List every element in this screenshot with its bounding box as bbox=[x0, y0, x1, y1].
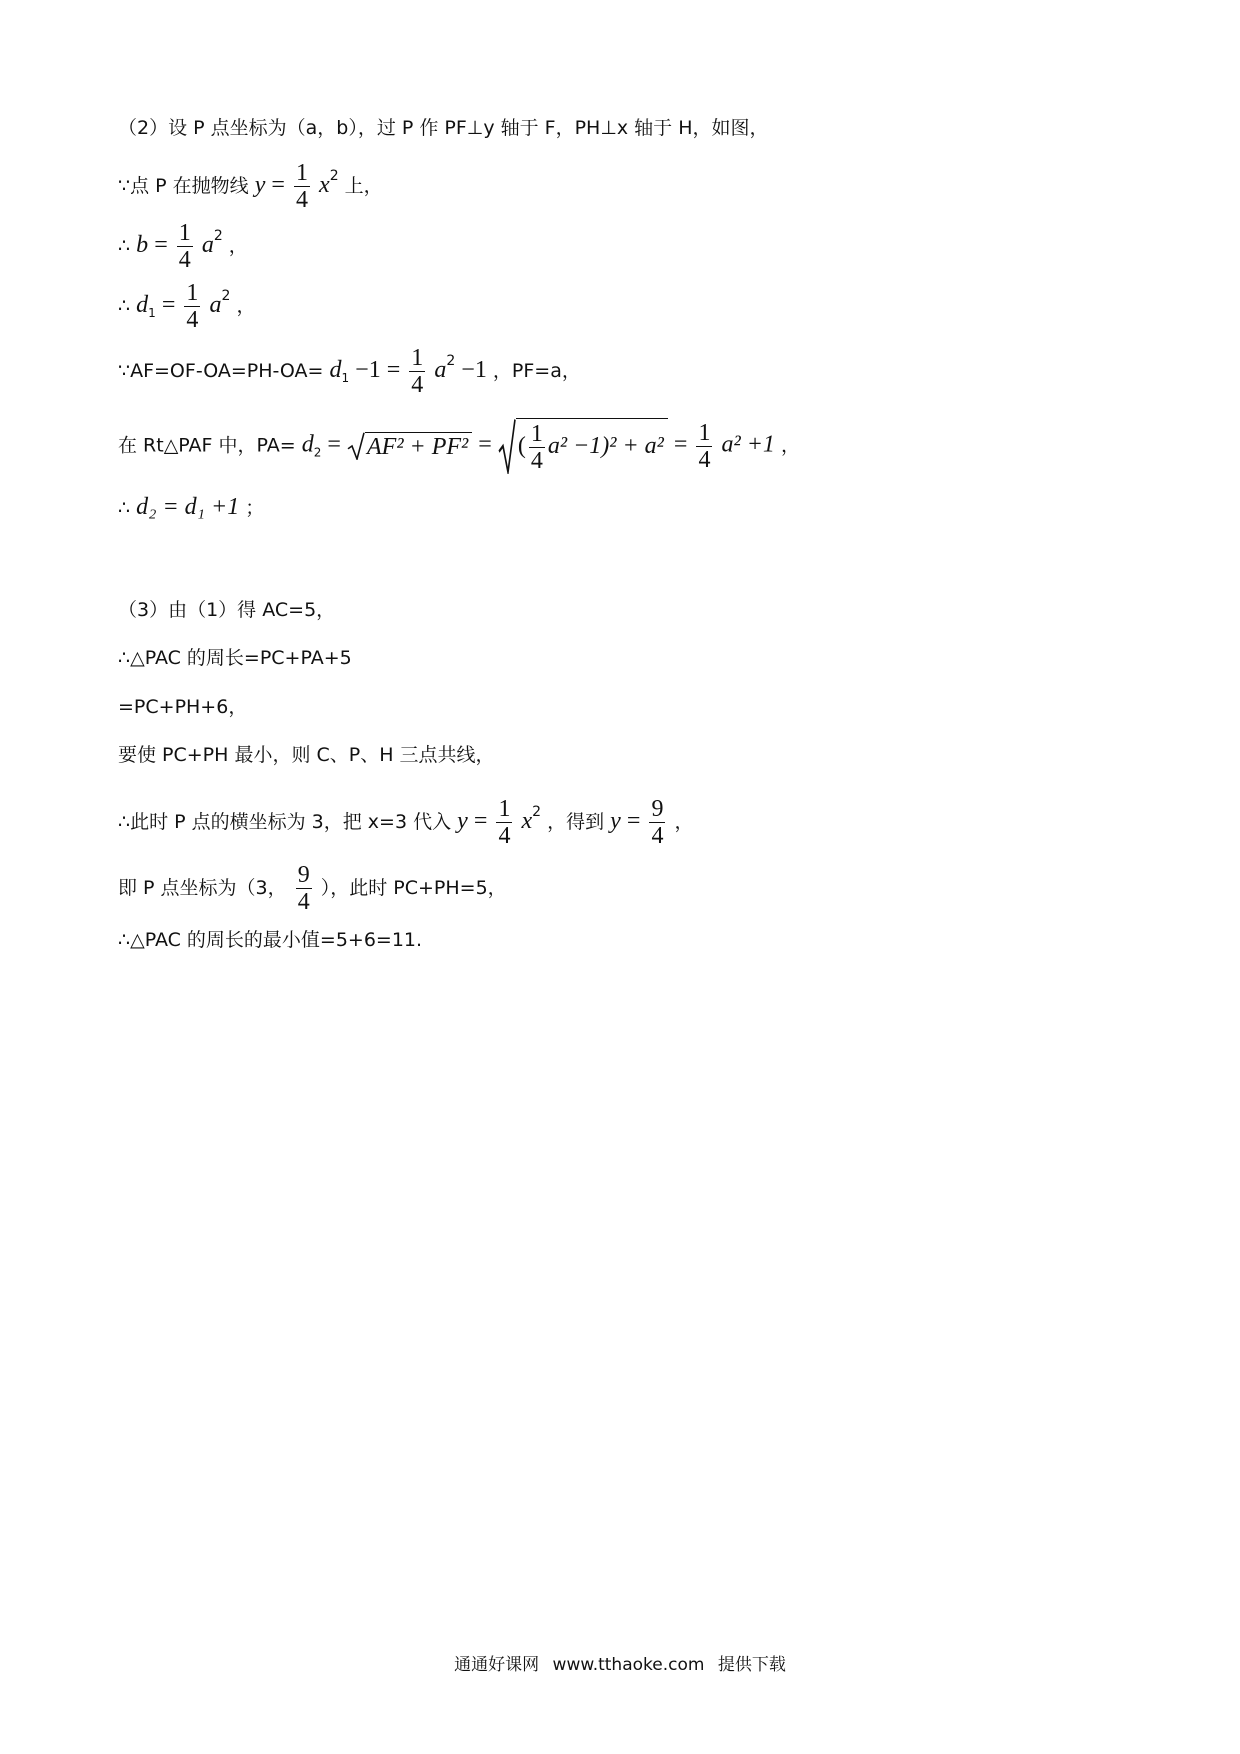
part2-line1: （2）设 P 点坐标为（a，b），过 P 作 PF⊥y 轴于 F，PH⊥x 轴于 H，如图， bbox=[118, 117, 769, 139]
fraction-one-quarter bbox=[496, 796, 512, 849]
part3-line2: ∴△PAC 的周长=PC+PA+5 bbox=[118, 647, 352, 669]
subscript: 1 bbox=[148, 306, 156, 320]
part2-line4 bbox=[118, 280, 255, 333]
part3-line1: （3）由（1）得 AC=5， bbox=[118, 599, 336, 621]
minus-one-equals: −1 = bbox=[355, 357, 401, 383]
square-root-2 bbox=[498, 418, 668, 474]
denominator: 4 bbox=[178, 247, 191, 273]
numerator: 9 bbox=[297, 862, 310, 888]
footer-text: 提供下载 bbox=[717, 1655, 786, 1675]
fraction-nine-quarters bbox=[296, 862, 312, 915]
denominator: 4 bbox=[186, 307, 199, 333]
denominator: 4 bbox=[651, 823, 664, 849]
part2-line7-suffix: ； bbox=[245, 497, 265, 519]
radicand bbox=[516, 418, 668, 474]
fraction-one-quarter bbox=[696, 420, 712, 473]
denominator: 4 bbox=[530, 448, 543, 474]
var-b: b bbox=[136, 232, 149, 258]
denominator: 4 bbox=[297, 889, 310, 915]
footer-site-name: 通通好课网 bbox=[454, 1655, 540, 1675]
part2-line5-suffix: ，PF=a， bbox=[492, 360, 581, 382]
minus-one: −1 bbox=[461, 357, 487, 383]
open-paren: ( bbox=[517, 433, 526, 459]
numerator: 1 bbox=[186, 280, 199, 306]
part3-line5-prefix: ∴此时 P 点的横坐标为 3，把 x=3 代入 bbox=[118, 811, 452, 833]
fraction-one-quarter bbox=[184, 280, 200, 333]
radicand-rest: a² −1)² + a² bbox=[547, 433, 664, 459]
result-tail: a² +1 bbox=[721, 431, 775, 458]
exponent: 2 bbox=[446, 353, 456, 369]
part2-line4-suffix: ， bbox=[236, 295, 256, 317]
exponent: 2 bbox=[213, 228, 223, 244]
var-a: a bbox=[209, 292, 222, 318]
page-footer bbox=[0, 1650, 1240, 1675]
therefore-symbol: ∴ bbox=[118, 295, 131, 317]
fraction-one-quarter bbox=[409, 345, 425, 398]
var-d: d bbox=[301, 431, 314, 458]
var-y: y bbox=[610, 808, 621, 834]
var-y: y bbox=[254, 172, 266, 198]
fraction-one-quarter bbox=[294, 160, 310, 213]
equals-sign: = bbox=[473, 808, 488, 834]
var-a: a bbox=[434, 357, 447, 383]
numerator: 1 bbox=[530, 421, 543, 447]
part2-line6 bbox=[118, 418, 800, 474]
footer-url: www.tthaoke.com bbox=[552, 1655, 705, 1675]
square-root-1 bbox=[347, 432, 472, 460]
fraction-nine-quarters bbox=[649, 796, 665, 849]
equals-sign: = bbox=[626, 808, 641, 834]
part3-line6 bbox=[118, 862, 507, 915]
numerator: 1 bbox=[411, 345, 424, 371]
part2-line3 bbox=[118, 220, 248, 273]
part2-line5 bbox=[118, 345, 581, 398]
var-x: x bbox=[319, 172, 330, 198]
part2-line6-prefix: 在 Rt△PAF 中，PA= bbox=[118, 434, 296, 457]
part3-line7: ∴△PAC 的周长的最小值=5+6=11. bbox=[118, 929, 423, 951]
numerator: 1 bbox=[698, 419, 711, 446]
therefore-symbol: ∴ bbox=[118, 497, 131, 519]
var-x: x bbox=[521, 808, 533, 834]
exponent: 2 bbox=[532, 804, 542, 820]
part2-line6-suffix: ， bbox=[780, 434, 800, 457]
radicand: AF² + PF² bbox=[365, 432, 472, 459]
equals-sign: = bbox=[161, 292, 176, 318]
numerator: 9 bbox=[651, 796, 664, 822]
var-a: a bbox=[201, 232, 214, 258]
denominator: 4 bbox=[698, 446, 711, 473]
part2-line2-suffix: 上， bbox=[344, 175, 383, 197]
part3-line4: 要使 PC+PH 最小，则 C、P、H 三点共线， bbox=[118, 744, 495, 766]
subscript: 1 bbox=[341, 371, 350, 385]
therefore-symbol: ∴ bbox=[118, 235, 131, 257]
numerator: 1 bbox=[178, 220, 191, 246]
denominator: 4 bbox=[411, 372, 424, 398]
equals-sign: = bbox=[271, 172, 285, 198]
part3-line6-prefix: 即 P 点坐标为（3， bbox=[118, 877, 287, 899]
part2-line3-suffix: ， bbox=[228, 235, 248, 257]
exponent: 2 bbox=[329, 168, 339, 184]
part2-line7 bbox=[118, 495, 264, 520]
denominator: 4 bbox=[498, 823, 511, 849]
equals-sign: = bbox=[327, 431, 341, 458]
subscript: 2 bbox=[313, 445, 322, 460]
fraction-one-quarter bbox=[177, 220, 193, 273]
exponent: 2 bbox=[221, 288, 231, 304]
var-y: y bbox=[457, 808, 468, 834]
d2-equation: d₂ = d₁ +1 bbox=[136, 494, 240, 520]
var-d: d bbox=[136, 292, 149, 318]
radical-sign-icon bbox=[498, 418, 516, 474]
part3-line5-mid: ，得到 bbox=[547, 811, 605, 833]
part3-line5-suffix: ， bbox=[674, 811, 694, 833]
fraction-one-quarter bbox=[529, 421, 545, 474]
var-d: d bbox=[329, 357, 342, 383]
equals-sign: = bbox=[478, 431, 492, 458]
part3-line6-suffix: ），此时 PC+PH=5， bbox=[320, 877, 507, 899]
numerator: 1 bbox=[295, 160, 308, 186]
part3-line3: =PC+PH+6， bbox=[118, 696, 248, 718]
part2-line2 bbox=[118, 160, 383, 213]
part3-line5 bbox=[118, 796, 694, 849]
denominator: 4 bbox=[295, 187, 308, 213]
part2-line2-prefix: ∵点 P 在抛物线 bbox=[118, 175, 249, 197]
numerator: 1 bbox=[498, 796, 511, 822]
equals-sign: = bbox=[673, 431, 688, 458]
part2-line5-prefix: ∵AF=OF-OA=PH-OA= bbox=[118, 360, 324, 382]
equals-sign: = bbox=[154, 232, 168, 258]
radical-sign-icon bbox=[347, 432, 365, 460]
